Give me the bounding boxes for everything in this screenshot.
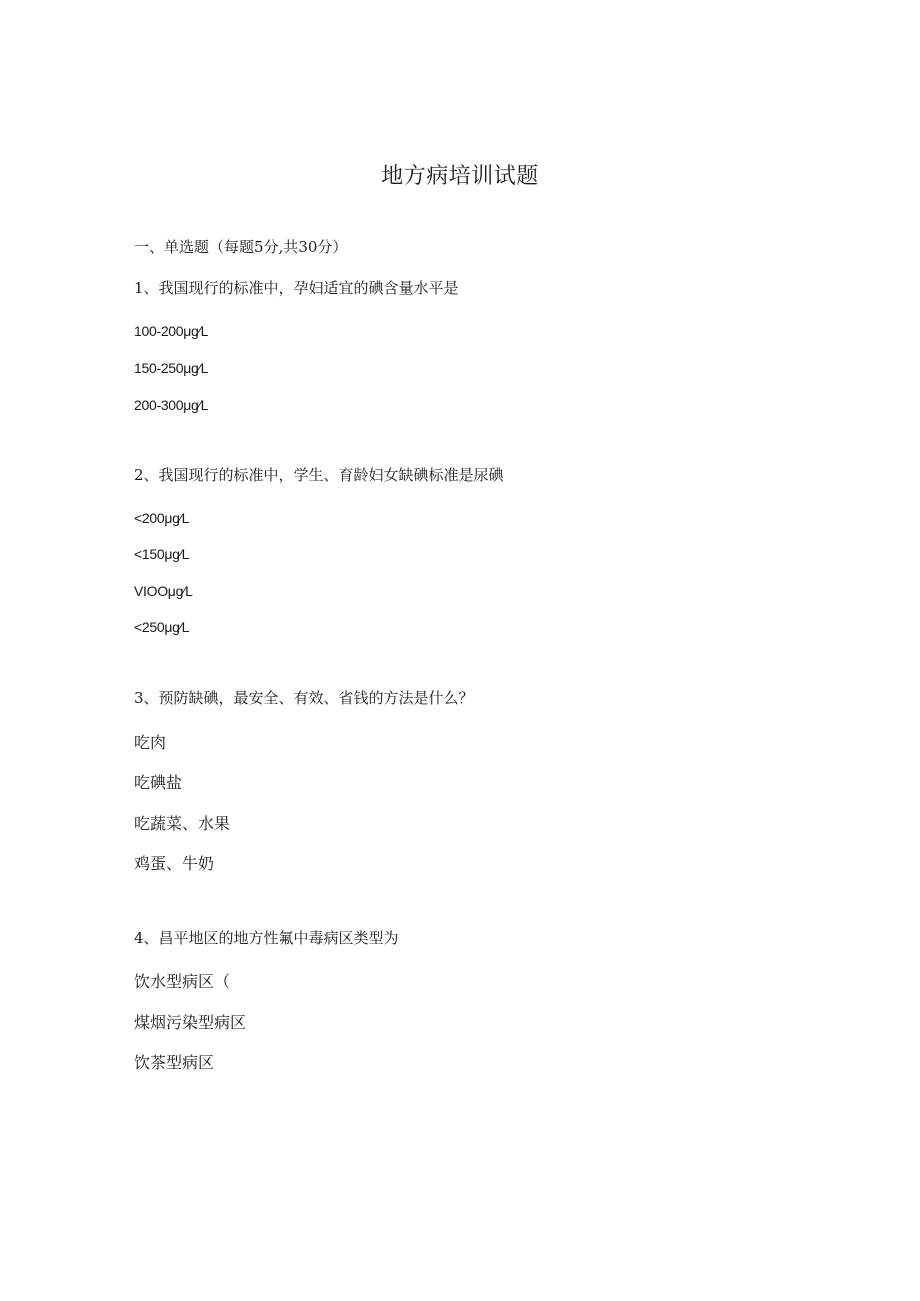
question-1-text: 1、我国现行的标准中，孕妇适宜的碘含量水平是 — [134, 279, 459, 297]
question-2-option-2: <150μg∕L — [134, 546, 190, 562]
question-3-option-2: 吃碘盐 — [134, 773, 183, 792]
question-4-option-1: 饮水型病区（ — [134, 972, 231, 991]
question-2-option-4: <250μg∕L — [134, 619, 190, 635]
question-4-text: 4、昌平地区的地方性氟中毒病区类型为 — [134, 929, 399, 947]
question-4-option-3: 饮茶型病区 — [134, 1053, 215, 1072]
question-1-option-1: 100-200μg∕L — [134, 323, 209, 339]
question-2-option-3: VIOOμg∕L — [134, 583, 193, 599]
question-2-option-1: <200μg∕L — [134, 510, 190, 526]
section-heading: 一、单选题（每题5分,共30分） — [134, 238, 348, 256]
question-1-option-3: 200-300μg∕L — [134, 397, 209, 413]
question-3-option-1: 吃肉 — [134, 733, 167, 752]
question-4-option-2: 煤烟污染型病区 — [134, 1013, 247, 1032]
question-3-text: 3、预防缺碘，最安全、有效、省钱的方法是什么？ — [134, 689, 474, 707]
question-2-text: 2、我国现行的标准中，学生、育龄妇女缺碘标准是尿碘 — [134, 466, 504, 484]
document-title: 地方病培训试题 — [381, 164, 539, 189]
question-3-option-3: 吃蔬菜、水果 — [134, 814, 231, 833]
question-3-option-4: 鸡蛋、牛奶 — [134, 854, 215, 873]
question-1-option-2: 150-250μg∕L — [134, 360, 209, 376]
